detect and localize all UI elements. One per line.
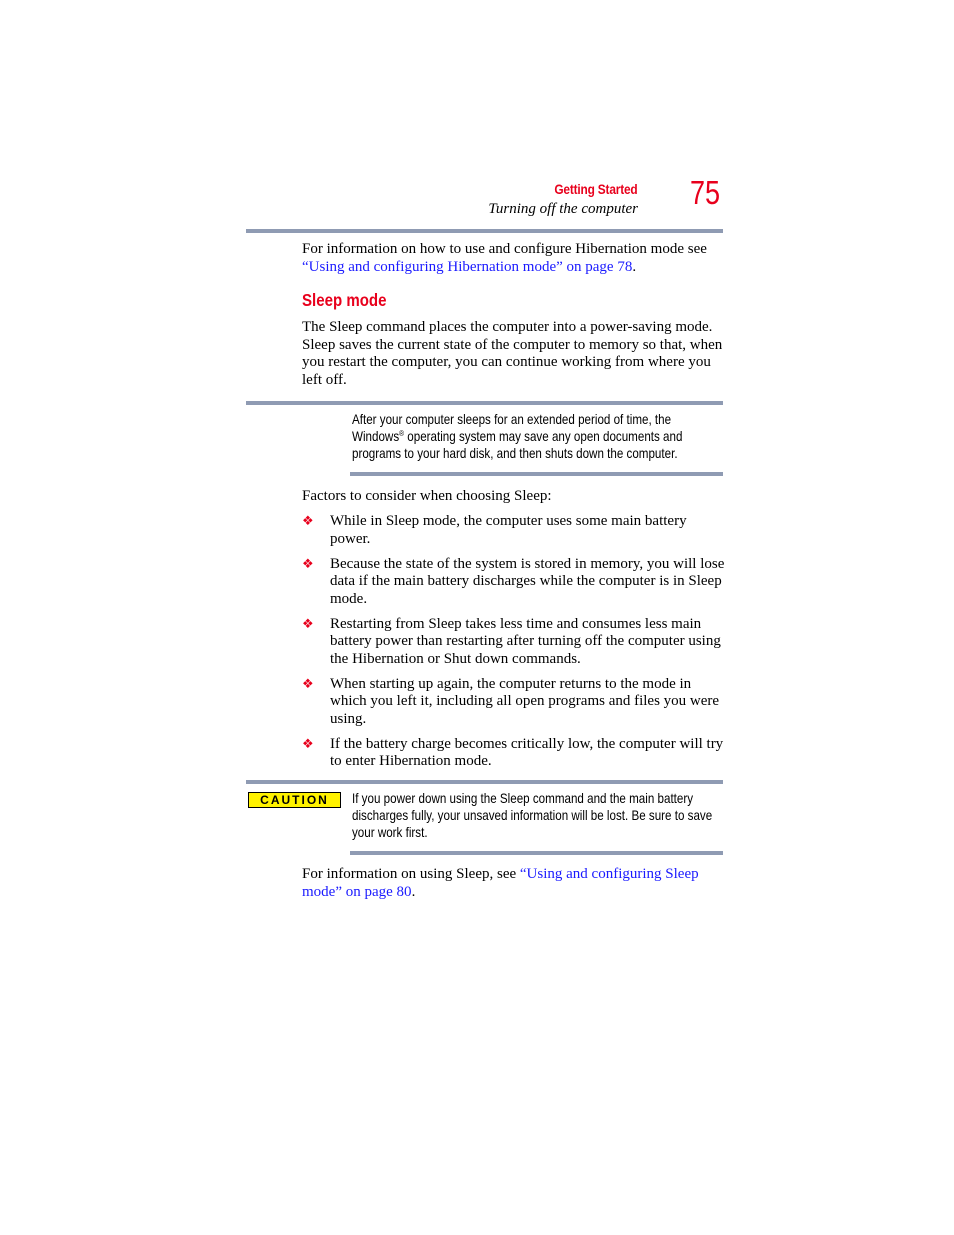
closing-paragraph xyxy=(302,866,727,901)
chapter-title: Getting Started xyxy=(554,182,638,197)
diamond-bullet-icon: ❖ xyxy=(302,514,314,529)
list-item: ❖ Because the state of the system is stored in memory, you will lose data if the main battery discharges while the computer is in Sleep mode. xyxy=(302,555,725,607)
note-part1: After your computer sleeps for an extended period of time, the Windows xyxy=(352,411,672,444)
list-item: ❖ While in Sleep mode, the computer uses some main battery power. xyxy=(302,513,687,547)
header-rule xyxy=(246,229,723,233)
factors-intro: Factors to consider when choosing Sleep: xyxy=(302,488,552,504)
caution-bottom-rule xyxy=(350,851,723,855)
diamond-bullet-icon: ❖ xyxy=(302,616,314,632)
intro-end: . xyxy=(632,258,637,275)
note-part2: operating system may save any open documents and programs to your hard disk, and then shuts down the computer. xyxy=(352,428,683,461)
closing-text: For information on using Sleep, see xyxy=(302,866,520,882)
diamond-bullet-icon: ❖ xyxy=(302,736,314,752)
diamond-bullet-icon: ❖ xyxy=(302,556,314,572)
caution-badge: CAUTION xyxy=(248,792,341,808)
section-title: Turning off the computer xyxy=(488,201,638,217)
sleep-mode-link[interactable]: “Using and configuring Sleep mode” on page 80 xyxy=(302,866,699,900)
intro-text: For information on how to use and configure Hibernation mode see xyxy=(302,241,707,257)
sleep-mode-heading: Sleep mode xyxy=(302,290,387,310)
hibernation-link[interactable]: “Using and configuring Hibernation mode” on page 78 xyxy=(302,258,633,275)
caution-text: If you power down using the Sleep command and the main battery discharges fully, your unsaved information will be lost. Be sure to save your work first. xyxy=(352,790,713,840)
diamond-bullet-icon: ❖ xyxy=(302,676,314,692)
page-number: 75 xyxy=(690,174,721,211)
closing-end: . xyxy=(411,883,416,900)
intro-paragraph xyxy=(302,241,727,276)
note-text xyxy=(352,411,701,462)
registered-mark: ® xyxy=(399,429,405,438)
list-item: ❖ Restarting from Sleep takes less time and consumes less main battery power than restarting after turning off the computer using the Hibernation or Shut down commands. xyxy=(302,615,721,667)
list-item: ❖ When starting up again, the computer returns to the mode in which you left it, including all open programs and files you were using. xyxy=(302,675,720,727)
note-top-rule xyxy=(246,401,723,405)
sleep-paragraph: The Sleep command places the computer into a power-saving mode. Sleep saves the current state of the computer to memory so that, when you restart the computer, you can continue working from where you left off. xyxy=(302,319,723,388)
note-bottom-rule xyxy=(350,472,723,476)
caution-top-rule xyxy=(246,780,723,784)
list-item: ❖ If the battery charge becomes critically low, the computer will try to enter Hibernation mode. xyxy=(302,735,724,769)
factors-list xyxy=(302,513,727,778)
